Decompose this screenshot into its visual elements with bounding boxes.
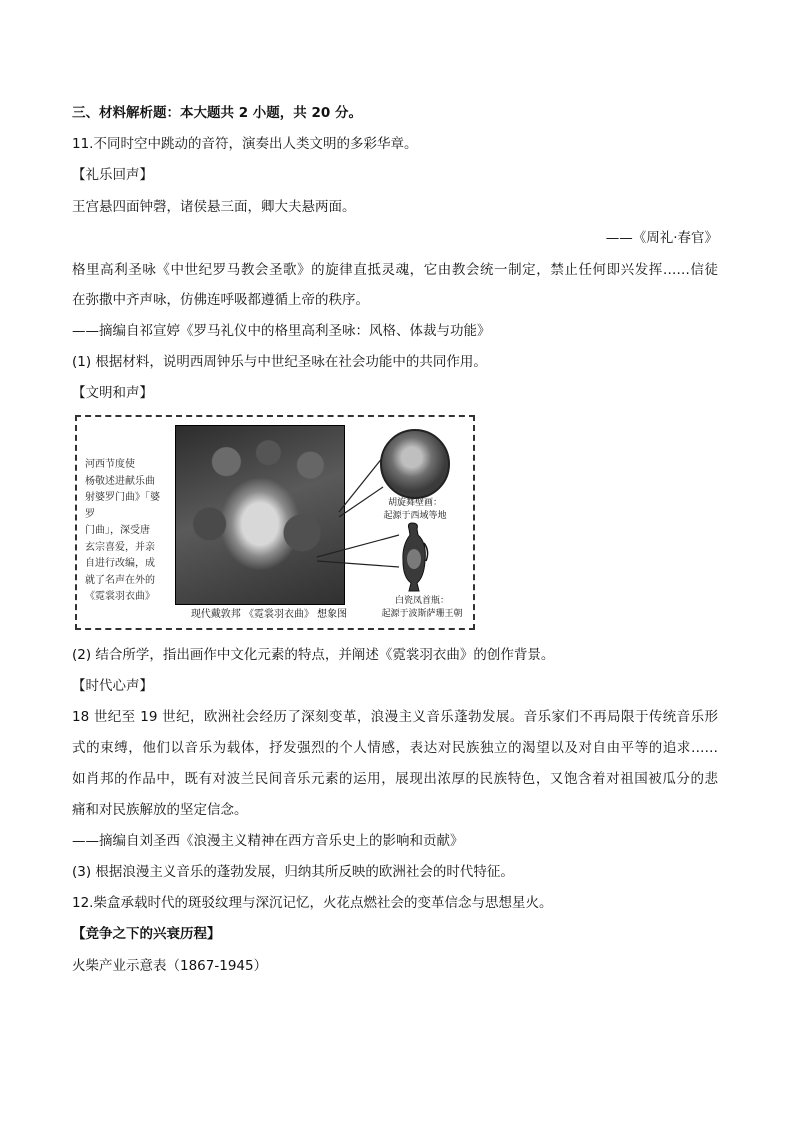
figure-left-text: 河西节度使 杨敬述进献乐曲 射婆罗门曲》「婆罗 门曲」，深受唐 玄宗喜爱，并亲 自进行改编，成 就了名声在外的 《霓裳羽衣曲》 [85, 459, 160, 602]
mural-caption: 胡旋舞壁画： 起源于西域等地 [383, 498, 447, 521]
q11-part3-material-source: ——摘编自刘圣西《浪漫主义精神在西方音乐史上的影响和贡献》 [72, 833, 464, 849]
section-heading: 三、材料解析题：本大题共 2 小题，共 20 分。 [72, 105, 362, 121]
q11-part3-title: 【时代心声】 [72, 678, 153, 694]
figure-caption: 现代戴敦邦 《霓裳羽衣曲》 想象图 [190, 609, 348, 620]
q11-intro: 11.不同时空中跳动的音符，演奏出人类文明的多彩华章。 [72, 136, 418, 152]
q11-question3: (3) 根据浪漫主义音乐的蓬勃发展，归纳其所反映的欧洲社会的时代特征。 [72, 864, 514, 880]
q11-part3-material-line1: 18 世纪至 19 世纪，欧洲社会经历了深刻变革，浪漫主义音乐蓬勃发展。音乐家们不再局限于传统音乐形 [72, 709, 718, 725]
q12-intro: 12.柴盒承载时代的斑驳纹理与深沉记忆，火花点燃社会的变革信念与思想星火。 [72, 895, 553, 911]
q11-part1-material-source: ——摘编自祁宣婷《罗马礼仪中的格里高利圣咏：风格、体裁与功能》 [72, 323, 491, 339]
q11-question1: (1) 根据材料，说明西周钟乐与中世纪圣咏在社会功能中的共同作用。 [72, 354, 487, 370]
culture-figure [75, 415, 475, 630]
dance-mural-detail-image [380, 429, 450, 499]
q11-part1-title: 【礼乐回声】 [72, 167, 153, 183]
ewer-caption: 白瓷凤首瓶： 起源于波斯萨珊王朝 [381, 596, 463, 619]
q11-question2: (2) 结合所学，指出画作中文化元素的特点，并阐述《霓裳羽衣曲》的创作背景。 [72, 647, 555, 663]
q11-part2-title: 【文明和声】 [72, 385, 153, 401]
phoenix-ewer-image [397, 521, 431, 593]
q12-part1-title: 【竞争之下的兴衰历程】 [72, 926, 221, 942]
q11-part3-material-line4: 痛和对民族解放的坚定信念。 [72, 802, 248, 818]
q11-part1-material-line1: 格里高利圣咏《中世纪罗马教会圣歌》的旋律直抵灵魂，它由教会统一制定，禁止任何即兴发挥……信徒 [72, 262, 718, 278]
q11-part3-material-line2: 式的束缚，他们以音乐为载体，抒发强烈的个人情感，表达对民族独立的渴望以及对自由平等的追求…… [72, 740, 718, 756]
q11-part1-material-line2: 在弥撒中齐声咏，仿佛连呼吸都遵循上帝的秩序。 [72, 292, 369, 308]
q11-part3-material-line3: 如肖邦的作品中，既有对波兰民间音乐元素的运用，展现出浓厚的民族特色，又饱含着对祖国被瓜分的悲 [72, 771, 718, 787]
q11-part1-source: ——《周礼·春官》 [605, 230, 718, 246]
q12-table-title: 火柴产业示意表（1867-1945） [72, 958, 268, 974]
q11-part1-quote: 王宫悬四面钟磬，诸侯悬三面，卿大夫悬两面。 [72, 199, 356, 215]
